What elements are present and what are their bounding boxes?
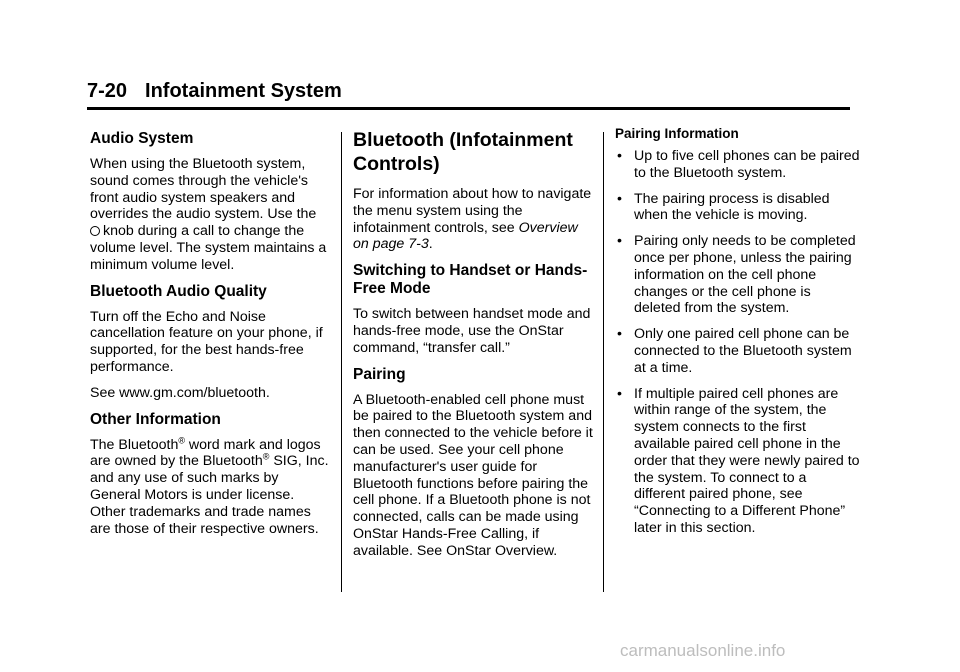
page-number: 7-20 <box>87 80 128 102</box>
column-middle <box>353 122 593 569</box>
section-title: Infotainment System <box>145 80 342 102</box>
list-item-text: Only one paired cell phone can be connected to the Bluetooth system at a time. <box>634 326 852 376</box>
audio-quality-text: Turn off the Echo and Noise cancellation feature on your phone, if supported, for the best hands-free performance. <box>90 308 323 375</box>
bullet-icon: • <box>617 233 622 250</box>
column-right <box>615 122 860 546</box>
overview-link[interactable]: Overview on page 7-3 <box>353 219 578 253</box>
pairing-text: A Bluetooth-enabled cell phone must be paired to the Bluetooth system and then connected to the vehicle before it can be used. See your cell phone manufacturer's user guide for Bluetooth functions before pairing the cell phone. If a Bluetooth phone is not connected, calls can be made using OnStar Hands-Free Calling, if available. See OnStar Overview. <box>353 391 593 559</box>
audio-quality-link-text: See www.gm.com/bluetooth. <box>90 384 270 401</box>
intro-text <box>353 186 593 253</box>
column-divider <box>341 132 342 592</box>
other-info-heading: Other Information <box>90 410 221 428</box>
intro-text-part: For information about how to navigate the menu system using the infotainment controls, see <box>353 186 592 236</box>
list-item-text: If multiple paired cell phones are within range of the system, the system connects to the first available paired cell phone in the order that they were newly paired to the system. To connect to a different paired phone, see “Connecting to a Different Phone” later in this section. <box>634 385 860 536</box>
other-info-part: The Bluetooth <box>90 436 179 453</box>
audio-system-text-part: When using the Bluetooth system, sound comes through the vehicle's front audio system speakers and overrides the audio system. Use the <box>90 156 317 223</box>
list-item <box>615 233 860 317</box>
audio-quality-heading: Bluetooth Audio Quality <box>90 282 267 300</box>
list-item <box>615 191 860 225</box>
other-info-part: word mark and logos are owned by the Bluetooth <box>90 436 321 470</box>
list-item-text: The pairing process is disabled when the vehicle is moving. <box>634 190 830 224</box>
bluetooth-main-heading: Bluetooth (Infotainment Controls) <box>353 129 573 175</box>
other-info-part: SIG, Inc. and any use of such marks by General Motors is under license. Other trademarks and trade names are those of their respective owners. <box>90 453 329 537</box>
audio-system-heading: Audio System <box>90 130 194 147</box>
pairing-heading: Pairing <box>353 365 406 383</box>
list-item <box>615 148 860 182</box>
bullet-icon: • <box>617 148 622 164</box>
watermark: carmanualsonline.info <box>620 641 786 660</box>
bullet-icon: • <box>617 385 622 402</box>
switching-heading: Switching to Handset or Hands-Free Mode <box>353 262 588 298</box>
bullet-icon: • <box>617 326 622 343</box>
audio-system-text-part: knob during a call to change the volume level. The system maintains a minimum volume level. <box>90 223 327 273</box>
audio-system-text <box>90 156 332 274</box>
column-divider <box>603 132 604 592</box>
switching-text: To switch between handset mode and hands-free mode, use the OnStar command, “transfer call.” <box>353 306 591 356</box>
column-left <box>90 122 332 546</box>
knob-icon <box>90 226 100 236</box>
registered-mark: ® <box>178 434 185 445</box>
list-item <box>615 386 860 537</box>
registered-mark: ® <box>262 451 270 462</box>
other-info-text <box>90 434 332 538</box>
pairing-info-heading: Pairing Information <box>615 126 739 141</box>
page-header <box>87 80 850 110</box>
list-item-text: Pairing only needs to be completed once per phone, unless the pairing information on the cell phone changes or the cell phone is deleted from the system. <box>634 233 856 317</box>
intro-text-part: . <box>428 236 433 253</box>
list-item <box>615 326 860 376</box>
bullet-icon: • <box>617 190 622 207</box>
list-item-text: Up to five cell phones can be paired to the Bluetooth system. <box>634 148 860 181</box>
pairing-info-list <box>615 148 860 537</box>
